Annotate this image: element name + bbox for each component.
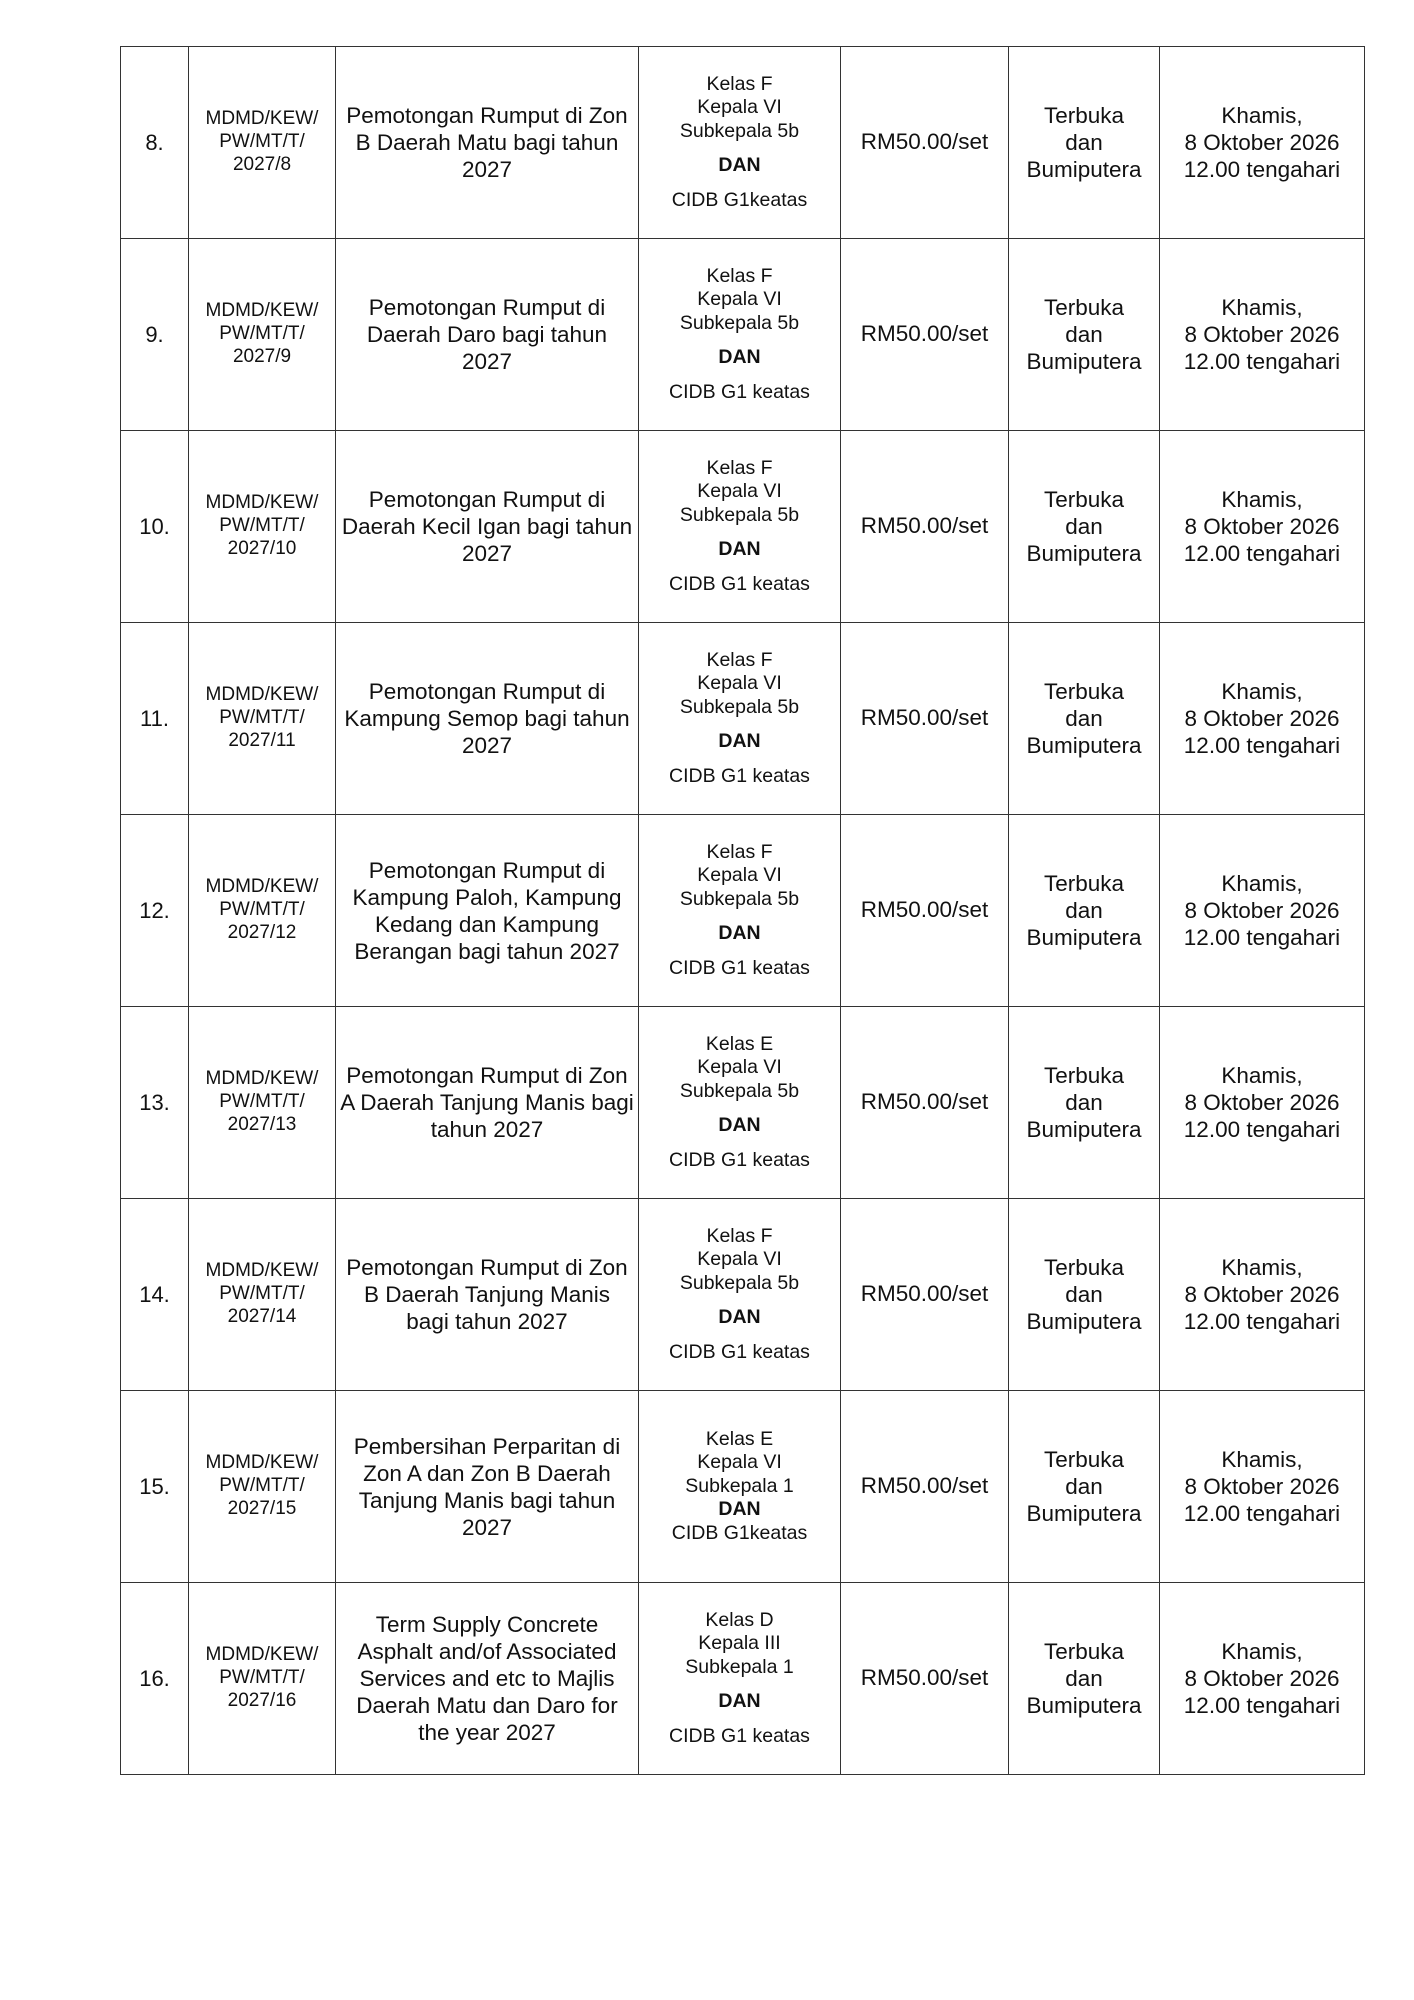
date-line: 8 Oktober 2026 (1184, 1282, 1340, 1307)
reference-line: PW/MT/T/ (219, 1283, 305, 1305)
tender-title: Pembersihan Perparitan di Zon A dan Zon B Daerah Tanjung Manis bagi tahun 2027 (353, 1433, 621, 1540)
date-line: 12.00 tengahari (1183, 1501, 1341, 1526)
table-row (121, 47, 1365, 239)
reference-line: MDMD/KEW/ (205, 492, 319, 514)
type-line: Terbuka (1043, 1063, 1125, 1088)
price-cell (841, 1391, 1009, 1583)
reference-cell (189, 815, 336, 1007)
table-row (121, 1199, 1365, 1391)
type-line: dan (1065, 1666, 1103, 1691)
tender-title: Term Supply Concrete Asphalt and/of Associated Services and etc to Majlis Daerah Matu dan Daro for the year 2027 (356, 1612, 618, 1745)
class-line: Kelas D (705, 1609, 774, 1632)
row-number: 8. (145, 129, 164, 155)
type-line: Bumiputera (1026, 1693, 1142, 1718)
reference-line: 2027/16 (227, 1689, 297, 1711)
row-number-cell (121, 239, 189, 431)
document-price: RM50.00/set (860, 513, 989, 539)
date-line: Khamis, (1221, 1639, 1303, 1664)
table-row (121, 623, 1365, 815)
price-cell (841, 431, 1009, 623)
and-label: DAN (718, 154, 761, 177)
class-cell (639, 47, 841, 239)
type-line: Bumiputera (1026, 157, 1142, 182)
type-line: Bumiputera (1026, 541, 1142, 566)
document-price: RM50.00/set (860, 321, 989, 347)
reference-line: PW/MT/T/ (219, 323, 305, 345)
type-cell (1009, 623, 1160, 815)
class-cell (639, 1391, 841, 1583)
class-line: Kepala VI (697, 288, 782, 311)
type-line: Bumiputera (1026, 925, 1142, 950)
cidb-requirement: CIDB G1 keatas (669, 956, 810, 979)
row-number-cell (121, 1007, 189, 1199)
type-line: dan (1065, 130, 1103, 155)
class-cell (639, 431, 841, 623)
price-cell (841, 47, 1009, 239)
reference-cell (189, 1199, 336, 1391)
date-cell (1160, 1391, 1365, 1583)
table-row (121, 1391, 1365, 1583)
class-line: Kelas F (706, 73, 773, 96)
type-line: dan (1065, 898, 1103, 923)
tender-title: Pemotongan Rumput di Kampung Paloh, Kampung Kedang dan Kampung Berangan bagi tahun 2027 (352, 857, 622, 964)
document-price: RM50.00/set (860, 1473, 989, 1499)
class-line: Kelas F (706, 457, 773, 480)
type-line: Terbuka (1043, 871, 1125, 896)
reference-line: PW/MT/T/ (219, 899, 305, 921)
title-cell (336, 47, 639, 239)
class-line: Subkepala 5b (679, 1271, 800, 1294)
and-label: DAN (718, 1306, 761, 1329)
date-cell (1160, 815, 1365, 1007)
reference-cell (189, 47, 336, 239)
class-line: Subkepala 5b (679, 119, 800, 142)
type-line: dan (1065, 1474, 1103, 1499)
document-price: RM50.00/set (860, 897, 989, 923)
table-row (121, 431, 1365, 623)
type-line: Terbuka (1043, 1447, 1125, 1472)
tender-title: Pemotongan Rumput di Zon B Daerah Matu bagi tahun 2027 (346, 103, 628, 182)
type-line: dan (1065, 514, 1103, 539)
type-line: Terbuka (1043, 295, 1125, 320)
date-line: Khamis, (1221, 1447, 1303, 1472)
date-line: 8 Oktober 2026 (1184, 706, 1340, 731)
reference-line: 2027/8 (232, 153, 292, 175)
and-label: DAN (718, 1498, 761, 1521)
class-line: Subkepala 5b (679, 311, 800, 334)
reference-line: MDMD/KEW/ (205, 1644, 319, 1666)
date-line: Khamis, (1221, 1063, 1303, 1088)
row-number-cell (121, 1391, 189, 1583)
date-line: Khamis, (1221, 871, 1303, 896)
type-line: dan (1065, 1090, 1103, 1115)
class-line: Subkepala 5b (679, 695, 800, 718)
title-cell (336, 1583, 639, 1775)
class-line: Kepala VI (697, 1248, 782, 1271)
date-line: 12.00 tengahari (1183, 541, 1341, 566)
type-cell (1009, 239, 1160, 431)
price-cell (841, 1583, 1009, 1775)
date-line: 12.00 tengahari (1183, 1693, 1341, 1718)
cidb-requirement: CIDB G1 keatas (669, 764, 810, 787)
date-line: 12.00 tengahari (1183, 157, 1341, 182)
class-cell (639, 239, 841, 431)
date-line: 12.00 tengahari (1183, 349, 1341, 374)
cidb-requirement: CIDB G1keatas (671, 188, 808, 211)
class-line: Kepala VI (697, 672, 782, 695)
class-cell (639, 623, 841, 815)
row-number-cell (121, 1583, 189, 1775)
tender-table-body (121, 47, 1365, 1775)
class-line: Subkepala 5b (679, 503, 800, 526)
document-price: RM50.00/set (860, 129, 989, 155)
reference-line: MDMD/KEW/ (205, 1452, 319, 1474)
date-line: 8 Oktober 2026 (1184, 322, 1340, 347)
reference-line: 2027/9 (232, 345, 292, 367)
date-line: 12.00 tengahari (1183, 1117, 1341, 1142)
document-price: RM50.00/set (860, 1281, 989, 1307)
row-number: 13. (139, 1089, 170, 1115)
reference-line: 2027/12 (227, 921, 297, 943)
type-line: Terbuka (1043, 487, 1125, 512)
reference-line: PW/MT/T/ (219, 1091, 305, 1113)
date-line: 12.00 tengahari (1183, 1309, 1341, 1334)
type-line: Terbuka (1043, 1639, 1125, 1664)
and-label: DAN (718, 730, 761, 753)
class-line: Kepala III (698, 1632, 781, 1655)
tender-title: Pemotongan Rumput di Daerah Kecil Igan bagi tahun 2027 (341, 487, 633, 566)
cidb-requirement: CIDB G1 keatas (669, 1340, 810, 1363)
reference-line: MDMD/KEW/ (205, 1068, 319, 1090)
date-cell (1160, 47, 1365, 239)
cidb-requirement: CIDB G1 keatas (669, 1148, 810, 1171)
reference-line: 2027/10 (227, 537, 297, 559)
type-cell (1009, 431, 1160, 623)
type-cell (1009, 1199, 1160, 1391)
class-line: Kepala VI (697, 1056, 782, 1079)
and-label: DAN (718, 1114, 761, 1137)
type-line: Bumiputera (1026, 349, 1142, 374)
table-row (121, 815, 1365, 1007)
tender-table (120, 46, 1365, 1775)
cidb-requirement: CIDB G1 keatas (669, 572, 810, 595)
reference-line: MDMD/KEW/ (205, 876, 319, 898)
type-cell (1009, 1007, 1160, 1199)
type-cell (1009, 1583, 1160, 1775)
date-cell (1160, 1199, 1365, 1391)
and-label: DAN (718, 1690, 761, 1713)
date-line: Khamis, (1221, 103, 1303, 128)
reference-line: MDMD/KEW/ (205, 108, 319, 130)
reference-cell (189, 239, 336, 431)
row-number-cell (121, 431, 189, 623)
and-label: DAN (718, 538, 761, 561)
and-label: DAN (718, 922, 761, 945)
reference-line: MDMD/KEW/ (205, 1260, 319, 1282)
row-number-cell (121, 1199, 189, 1391)
reference-cell (189, 431, 336, 623)
tender-title: Pemotongan Rumput di Kampung Semop bagi tahun 2027 (344, 679, 630, 758)
document-price: RM50.00/set (860, 1089, 989, 1115)
date-cell (1160, 1007, 1365, 1199)
reference-line: PW/MT/T/ (219, 131, 305, 153)
price-cell (841, 1007, 1009, 1199)
document-price: RM50.00/set (860, 705, 989, 731)
class-cell (639, 1199, 841, 1391)
date-line: Khamis, (1221, 1255, 1303, 1280)
title-cell (336, 1007, 639, 1199)
date-line: 12.00 tengahari (1183, 733, 1341, 758)
class-line: Kelas E (705, 1428, 774, 1451)
class-line: Kelas F (706, 649, 773, 672)
type-line: Bumiputera (1026, 1501, 1142, 1526)
date-line: Khamis, (1221, 295, 1303, 320)
row-number: 9. (145, 321, 164, 347)
row-number-cell (121, 815, 189, 1007)
class-line: Kepala VI (697, 96, 782, 119)
class-line: Kelas F (706, 265, 773, 288)
type-line: Bumiputera (1026, 1117, 1142, 1142)
date-line: 8 Oktober 2026 (1184, 1474, 1340, 1499)
class-line: Kepala VI (697, 1451, 782, 1474)
reference-line: 2027/15 (227, 1497, 297, 1519)
row-number: 15. (139, 1473, 170, 1499)
and-label: DAN (718, 346, 761, 369)
reference-line: PW/MT/T/ (219, 1475, 305, 1497)
title-cell (336, 623, 639, 815)
table-row (121, 1007, 1365, 1199)
reference-cell (189, 1583, 336, 1775)
class-line: Kelas E (705, 1033, 774, 1056)
type-line: dan (1065, 1282, 1103, 1307)
reference-line: 2027/14 (227, 1305, 297, 1327)
row-number: 10. (139, 513, 170, 539)
type-line: Terbuka (1043, 103, 1125, 128)
reference-line: MDMD/KEW/ (205, 684, 319, 706)
price-cell (841, 239, 1009, 431)
date-line: 8 Oktober 2026 (1184, 1666, 1340, 1691)
class-line: Kepala VI (697, 864, 782, 887)
table-row (121, 239, 1365, 431)
type-line: Terbuka (1043, 679, 1125, 704)
row-number: 12. (139, 897, 170, 923)
title-cell (336, 239, 639, 431)
date-cell (1160, 623, 1365, 815)
tender-title: Pemotongan Rumput di Daerah Daro bagi tahun 2027 (366, 295, 608, 374)
class-line: Kelas F (706, 1225, 773, 1248)
date-cell (1160, 431, 1365, 623)
reference-cell (189, 1391, 336, 1583)
class-cell (639, 1583, 841, 1775)
type-line: dan (1065, 706, 1103, 731)
class-line: Kepala VI (697, 480, 782, 503)
date-line: 8 Oktober 2026 (1184, 898, 1340, 923)
document-price: RM50.00/set (860, 1665, 989, 1691)
type-line: dan (1065, 322, 1103, 347)
price-cell (841, 623, 1009, 815)
type-cell (1009, 1391, 1160, 1583)
date-line: 8 Oktober 2026 (1184, 1090, 1340, 1115)
tender-title: Pemotongan Rumput di Zon A Daerah Tanjung Manis bagi tahun 2027 (340, 1063, 634, 1142)
reference-line: 2027/13 (227, 1113, 297, 1135)
class-line: Subkepala 5b (679, 1079, 800, 1102)
row-number-cell (121, 47, 189, 239)
reference-line: PW/MT/T/ (219, 707, 305, 729)
reference-line: PW/MT/T/ (219, 1667, 305, 1689)
class-cell (639, 815, 841, 1007)
reference-cell (189, 1007, 336, 1199)
table-row (121, 1583, 1365, 1775)
date-line: 12.00 tengahari (1183, 925, 1341, 950)
date-line: Khamis, (1221, 679, 1303, 704)
title-cell (336, 1199, 639, 1391)
class-line: Subkepala 5b (679, 887, 800, 910)
date-line: 8 Oktober 2026 (1184, 130, 1340, 155)
type-line: Bumiputera (1026, 733, 1142, 758)
tender-title: Pemotongan Rumput di Zon B Daerah Tanjung Manis bagi tahun 2027 (346, 1255, 628, 1334)
date-line: Khamis, (1221, 487, 1303, 512)
class-line: Subkepala 1 (685, 1474, 794, 1497)
title-cell (336, 1391, 639, 1583)
price-cell (841, 1199, 1009, 1391)
reference-cell (189, 623, 336, 815)
type-line: Terbuka (1043, 1255, 1125, 1280)
type-cell (1009, 815, 1160, 1007)
type-cell (1009, 47, 1160, 239)
row-number-cell (121, 623, 189, 815)
reference-line: PW/MT/T/ (219, 515, 305, 537)
class-line: Subkepala 1 (685, 1655, 794, 1678)
reference-line: 2027/11 (228, 729, 296, 751)
cidb-requirement: CIDB G1 keatas (669, 380, 810, 403)
type-line: Bumiputera (1026, 1309, 1142, 1334)
price-cell (841, 815, 1009, 1007)
date-cell (1160, 1583, 1365, 1775)
title-cell (336, 431, 639, 623)
date-line: 8 Oktober 2026 (1184, 514, 1340, 539)
class-cell (639, 1007, 841, 1199)
class-line: Kelas F (706, 841, 773, 864)
row-number: 11. (140, 705, 169, 731)
row-number: 16. (139, 1665, 170, 1691)
date-cell (1160, 239, 1365, 431)
cidb-requirement: CIDB G1 keatas (669, 1724, 810, 1747)
title-cell (336, 815, 639, 1007)
reference-line: MDMD/KEW/ (205, 300, 319, 322)
cidb-requirement: CIDB G1keatas (671, 1521, 808, 1544)
row-number: 14. (139, 1281, 170, 1307)
